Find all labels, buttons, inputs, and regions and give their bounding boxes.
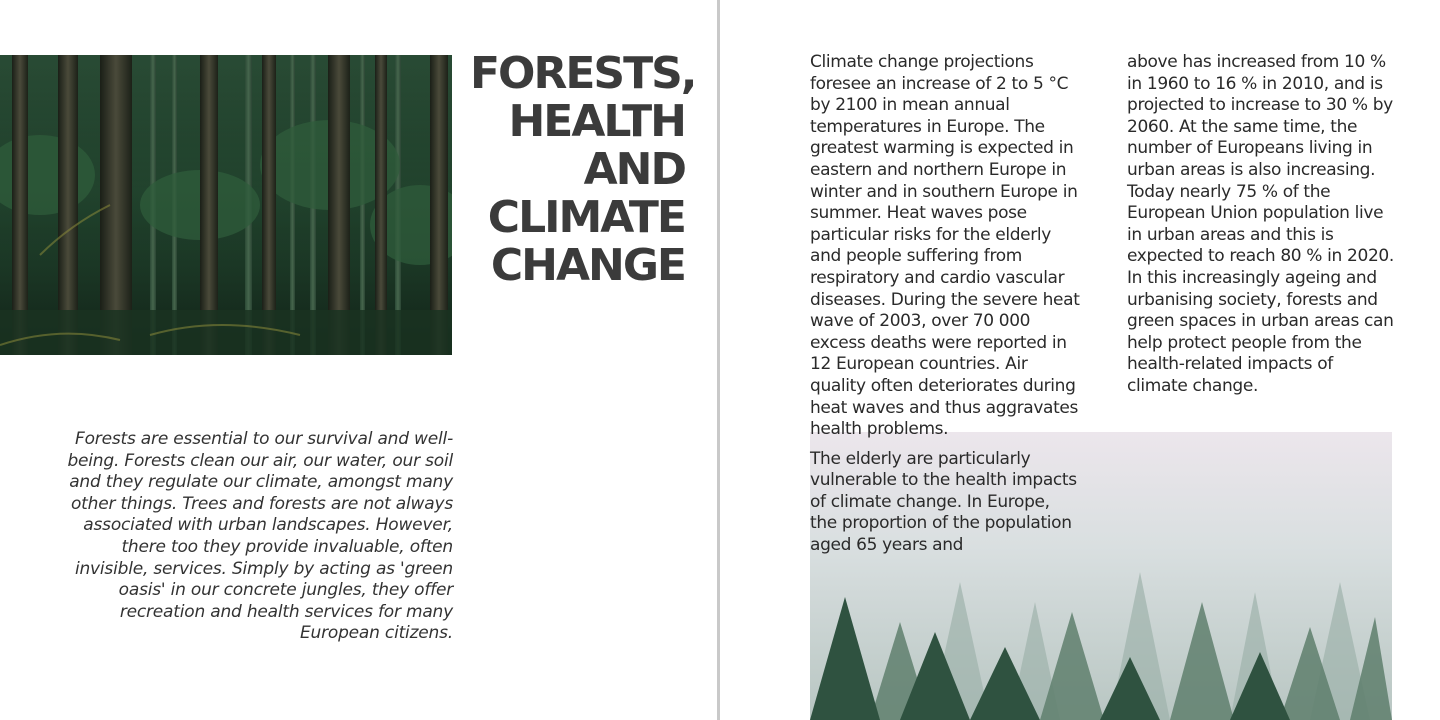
title-line: CHANGE bbox=[490, 240, 685, 291]
intro-paragraph: Forests are essential to our survival and well-being. Forests clean our air, our water, our soil and they regulate our climate, amongst many other things. Trees and forests are not always associated with urban landscapes. However, there too they provide invaluable, often invisible, services. Simply by acting as 'green oasis' in our concrete jungles, they offer recreation and health services for many European citizens. bbox=[67, 429, 453, 644]
title-line: FORESTS, bbox=[470, 48, 696, 99]
body-column-1 bbox=[810, 52, 1080, 565]
body-paragraph: The elderly are particularly vulnerable to the health impacts of climate change. In Europe, the proportion of the population aged 65 years and bbox=[810, 448, 1077, 556]
title-line: AND bbox=[583, 144, 685, 195]
title-line: HEALTH bbox=[508, 96, 685, 147]
forest-trunks-photo bbox=[0, 55, 452, 355]
body-column-2 bbox=[1127, 52, 1395, 406]
forest-trunks-illustration bbox=[0, 55, 452, 355]
body-paragraph: above has increased from 10 % in 1960 to 16 % in 2010, and is projected to increase to 30 % by 2060. At the same time, the number of Europeans living in urban areas is also increasing. Today nearly 75 % of the European Union population live in urban areas and this is expected to reach 80 % in 2020. In this increasingly ageing and urbanising society, forests and green spaces in urban areas can help protect people from the health-related impacts of climate change. bbox=[1127, 52, 1394, 396]
title-line: CLIMATE bbox=[487, 192, 685, 243]
body-paragraph: Climate change projections foresee an increase of 2 to 5 °C by 2100 in mean annual temperatures in Europe. The greatest warming is expected in eastern and northern Europe in winter and in southern Europe in summer. Heat waves pose particular risks for the elderly and people suffering from respiratory and cardio vascular diseases. During the severe heat wave of 2003, over 70 000 excess deaths were reported in 12 European countries. Air quality often deteriorates during heat waves and thus aggravates health problems. bbox=[810, 52, 1080, 440]
page-title bbox=[470, 48, 696, 291]
page-gutter bbox=[717, 0, 720, 720]
